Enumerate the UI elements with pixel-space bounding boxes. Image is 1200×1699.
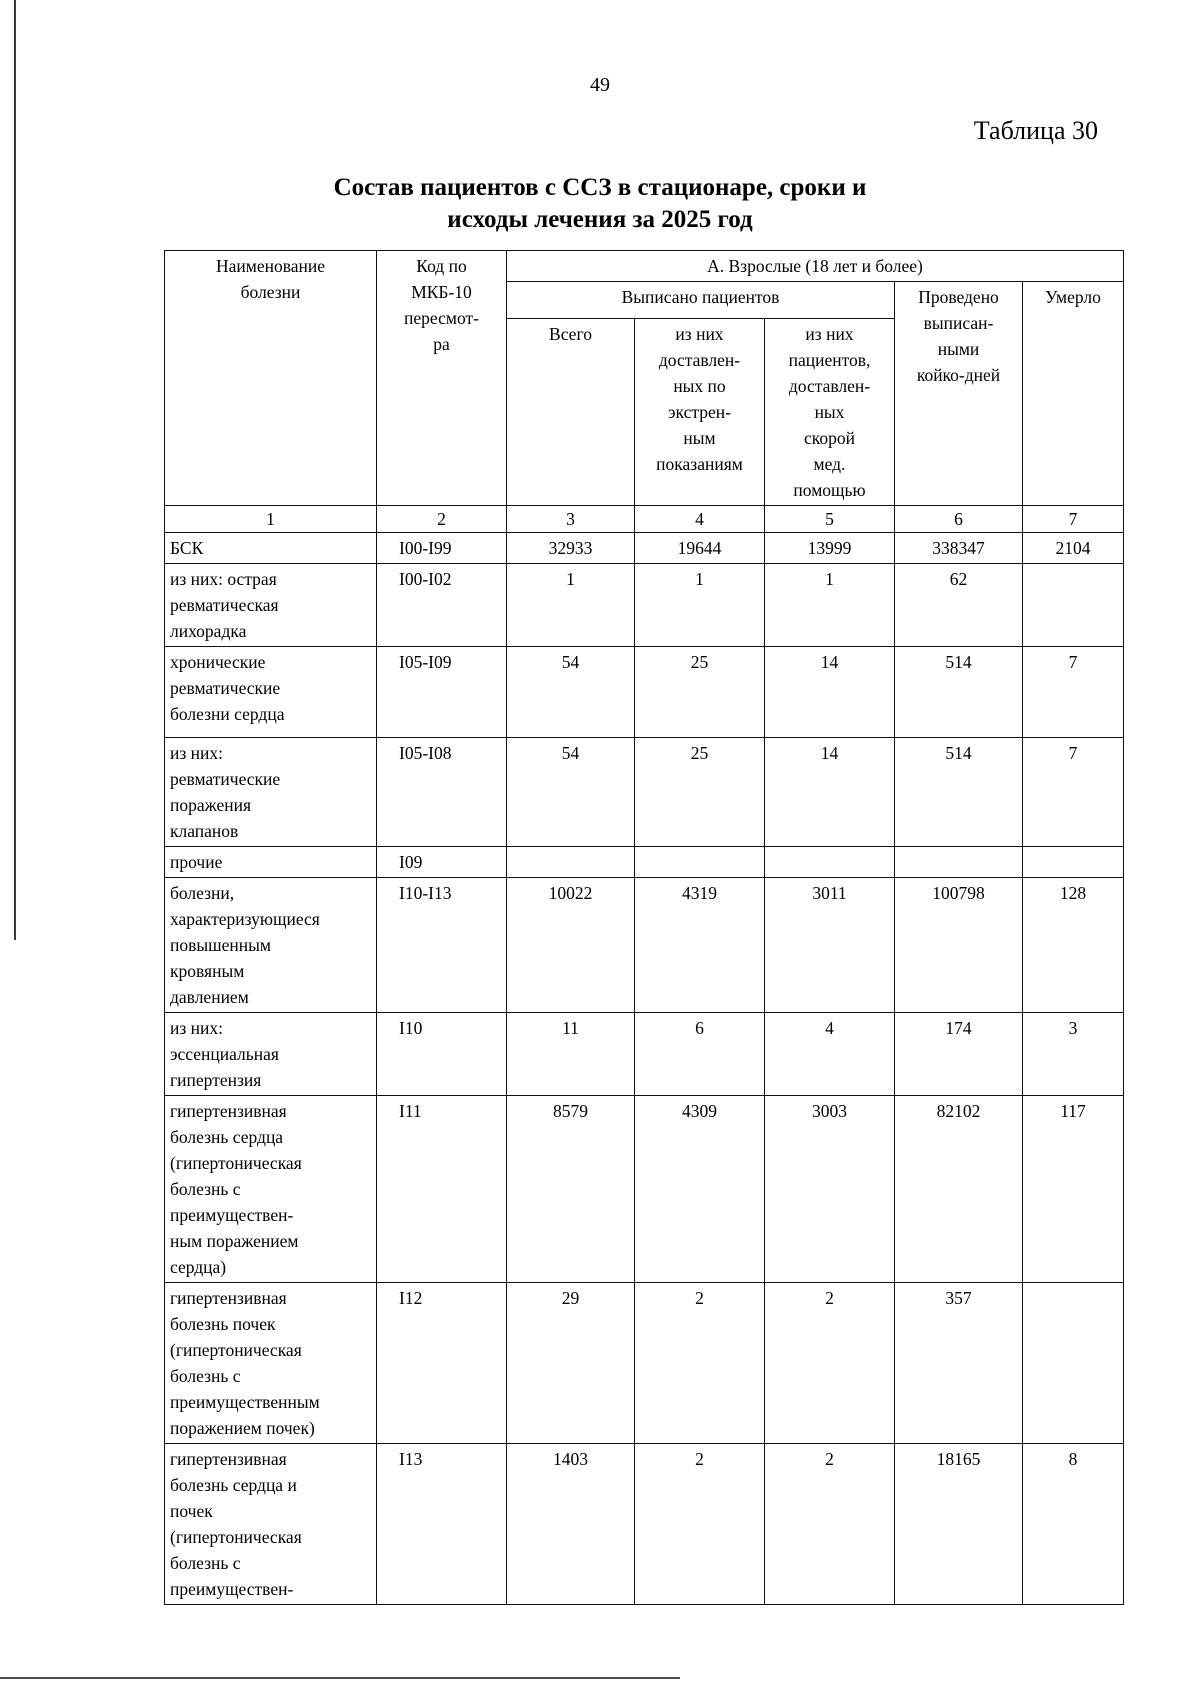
header-disease-name: Наименование болезни [165, 251, 377, 506]
column-number: 2 [377, 506, 507, 533]
disease-name-cell: болезни, характеризующиеся повышенным кровяным давлением [165, 878, 377, 1013]
died-cell: 7 [1023, 647, 1124, 738]
died-cell [1023, 564, 1124, 647]
header-ambulance: из них пациентов, доставлен- ных скорой мед. помощью [765, 319, 895, 506]
ambulance-cell: 14 [765, 647, 895, 738]
icd-code-cell: I13 [377, 1444, 507, 1605]
died-cell: 7 [1023, 738, 1124, 847]
disease-name-cell: гипертензивная болезнь сердца и почек (гипертоническая болезнь с преимуществен- [165, 1444, 377, 1605]
ambulance-cell: 4 [765, 1013, 895, 1096]
column-number: 5 [765, 506, 895, 533]
header-total: Всего [507, 319, 635, 506]
died-cell [1023, 1283, 1124, 1444]
icd-code-cell: I05-I08 [377, 738, 507, 847]
ambulance-cell: 3011 [765, 878, 895, 1013]
icd-code-cell: I10 [377, 1013, 507, 1096]
died-cell: 2104 [1023, 533, 1124, 564]
bed-days-cell: 514 [895, 738, 1023, 847]
scan-edge-bottom [0, 1677, 680, 1679]
bed-days-cell: 18165 [895, 1444, 1023, 1605]
emergency-cell: 6 [635, 1013, 765, 1096]
total-cell: 11 [507, 1013, 635, 1096]
document-title [300, 172, 900, 236]
total-cell [507, 847, 635, 878]
ambulance-cell: 14 [765, 738, 895, 847]
ambulance-cell: 2 [765, 1444, 895, 1605]
bed-days-cell: 174 [895, 1013, 1023, 1096]
bed-days-cell [895, 847, 1023, 878]
column-number: 1 [165, 506, 377, 533]
table-row [165, 1444, 1124, 1605]
table-row [165, 878, 1124, 1013]
total-cell: 54 [507, 738, 635, 847]
table-row [165, 1283, 1124, 1444]
bed-days-cell: 357 [895, 1283, 1023, 1444]
icd-code-cell: I05-I09 [377, 647, 507, 738]
column-number: 7 [1023, 506, 1124, 533]
header-discharged: Выписано пациентов [507, 282, 895, 319]
disease-name-cell: прочие [165, 847, 377, 878]
bed-days-cell: 82102 [895, 1096, 1023, 1283]
table-row [165, 1013, 1124, 1096]
icd-code-cell: I00-I02 [377, 564, 507, 647]
column-number: 6 [895, 506, 1023, 533]
table-row [165, 647, 1124, 738]
disease-name-cell: БСК [165, 533, 377, 564]
table-row [165, 738, 1124, 847]
page-number: 49 [590, 74, 610, 96]
total-cell: 8579 [507, 1096, 635, 1283]
ambulance-cell: 13999 [765, 533, 895, 564]
ambulance-cell: 1 [765, 564, 895, 647]
scan-edge-left [14, 0, 16, 940]
icd-code-cell: I09 [377, 847, 507, 878]
emergency-cell: 2 [635, 1283, 765, 1444]
total-cell: 54 [507, 647, 635, 738]
header-row-1 [165, 251, 1124, 282]
table-row [165, 564, 1124, 647]
icd-code-cell: I11 [377, 1096, 507, 1283]
disease-name-cell: из них: ревматические поражения клапанов [165, 738, 377, 847]
emergency-cell: 4309 [635, 1096, 765, 1283]
emergency-cell: 25 [635, 738, 765, 847]
header-bed-days: Проведено выписан- ными койко-дней [895, 282, 1023, 506]
table-row [165, 533, 1124, 564]
died-cell: 3 [1023, 1013, 1124, 1096]
header-emergency: из них доставлен- ных по экстрен- ным показаниям [635, 319, 765, 506]
bed-days-cell: 338347 [895, 533, 1023, 564]
icd-code-cell: I12 [377, 1283, 507, 1444]
died-cell: 8 [1023, 1444, 1124, 1605]
header-died: Умерло [1023, 282, 1124, 506]
icd-code-cell: I10-I13 [377, 878, 507, 1013]
disease-name-cell: из них: эссенциальная гипертензия [165, 1013, 377, 1096]
disease-name-cell: хронические ревматические болезни сердца [165, 647, 377, 738]
header-icd-code: Код по МКБ-10 пересмот- ра [377, 251, 507, 506]
disease-name-cell: гипертензивная болезнь почек (гипертоническая болезнь с преимущественным поражением почек) [165, 1283, 377, 1444]
ambulance-cell [765, 847, 895, 878]
column-number: 3 [507, 506, 635, 533]
title-line-2: исходы лечения за 2025 год [447, 206, 753, 233]
ambulance-cell: 2 [765, 1283, 895, 1444]
died-cell: 117 [1023, 1096, 1124, 1283]
header-adults-group: А. Взрослые (18 лет и более) [507, 251, 1124, 282]
emergency-cell: 4319 [635, 878, 765, 1013]
column-number: 4 [635, 506, 765, 533]
bed-days-cell: 514 [895, 647, 1023, 738]
table-row [165, 1096, 1124, 1283]
ambulance-cell: 3003 [765, 1096, 895, 1283]
total-cell: 10022 [507, 878, 635, 1013]
died-cell: 128 [1023, 878, 1124, 1013]
disease-name-cell: из них: острая ревматическая лихорадка [165, 564, 377, 647]
died-cell [1023, 847, 1124, 878]
emergency-cell: 1 [635, 564, 765, 647]
total-cell: 1403 [507, 1444, 635, 1605]
bed-days-cell: 62 [895, 564, 1023, 647]
emergency-cell: 25 [635, 647, 765, 738]
title-line-1: Состав пациентов с ССЗ в стационаре, сроки и [333, 174, 867, 201]
table-number-label: Таблица 30 [973, 116, 1098, 145]
bed-days-cell: 100798 [895, 878, 1023, 1013]
icd-code-cell: I00-I99 [377, 533, 507, 564]
emergency-cell: 19644 [635, 533, 765, 564]
disease-name-cell: гипертензивная болезнь сердца (гипертоническая болезнь с преимуществен- ным поражением сердца) [165, 1096, 377, 1283]
table-row [165, 847, 1124, 878]
patients-table [164, 250, 1124, 1605]
total-cell: 32933 [507, 533, 635, 564]
column-number-row [165, 506, 1124, 533]
total-cell: 1 [507, 564, 635, 647]
total-cell: 29 [507, 1283, 635, 1444]
emergency-cell: 2 [635, 1444, 765, 1605]
emergency-cell [635, 847, 765, 878]
